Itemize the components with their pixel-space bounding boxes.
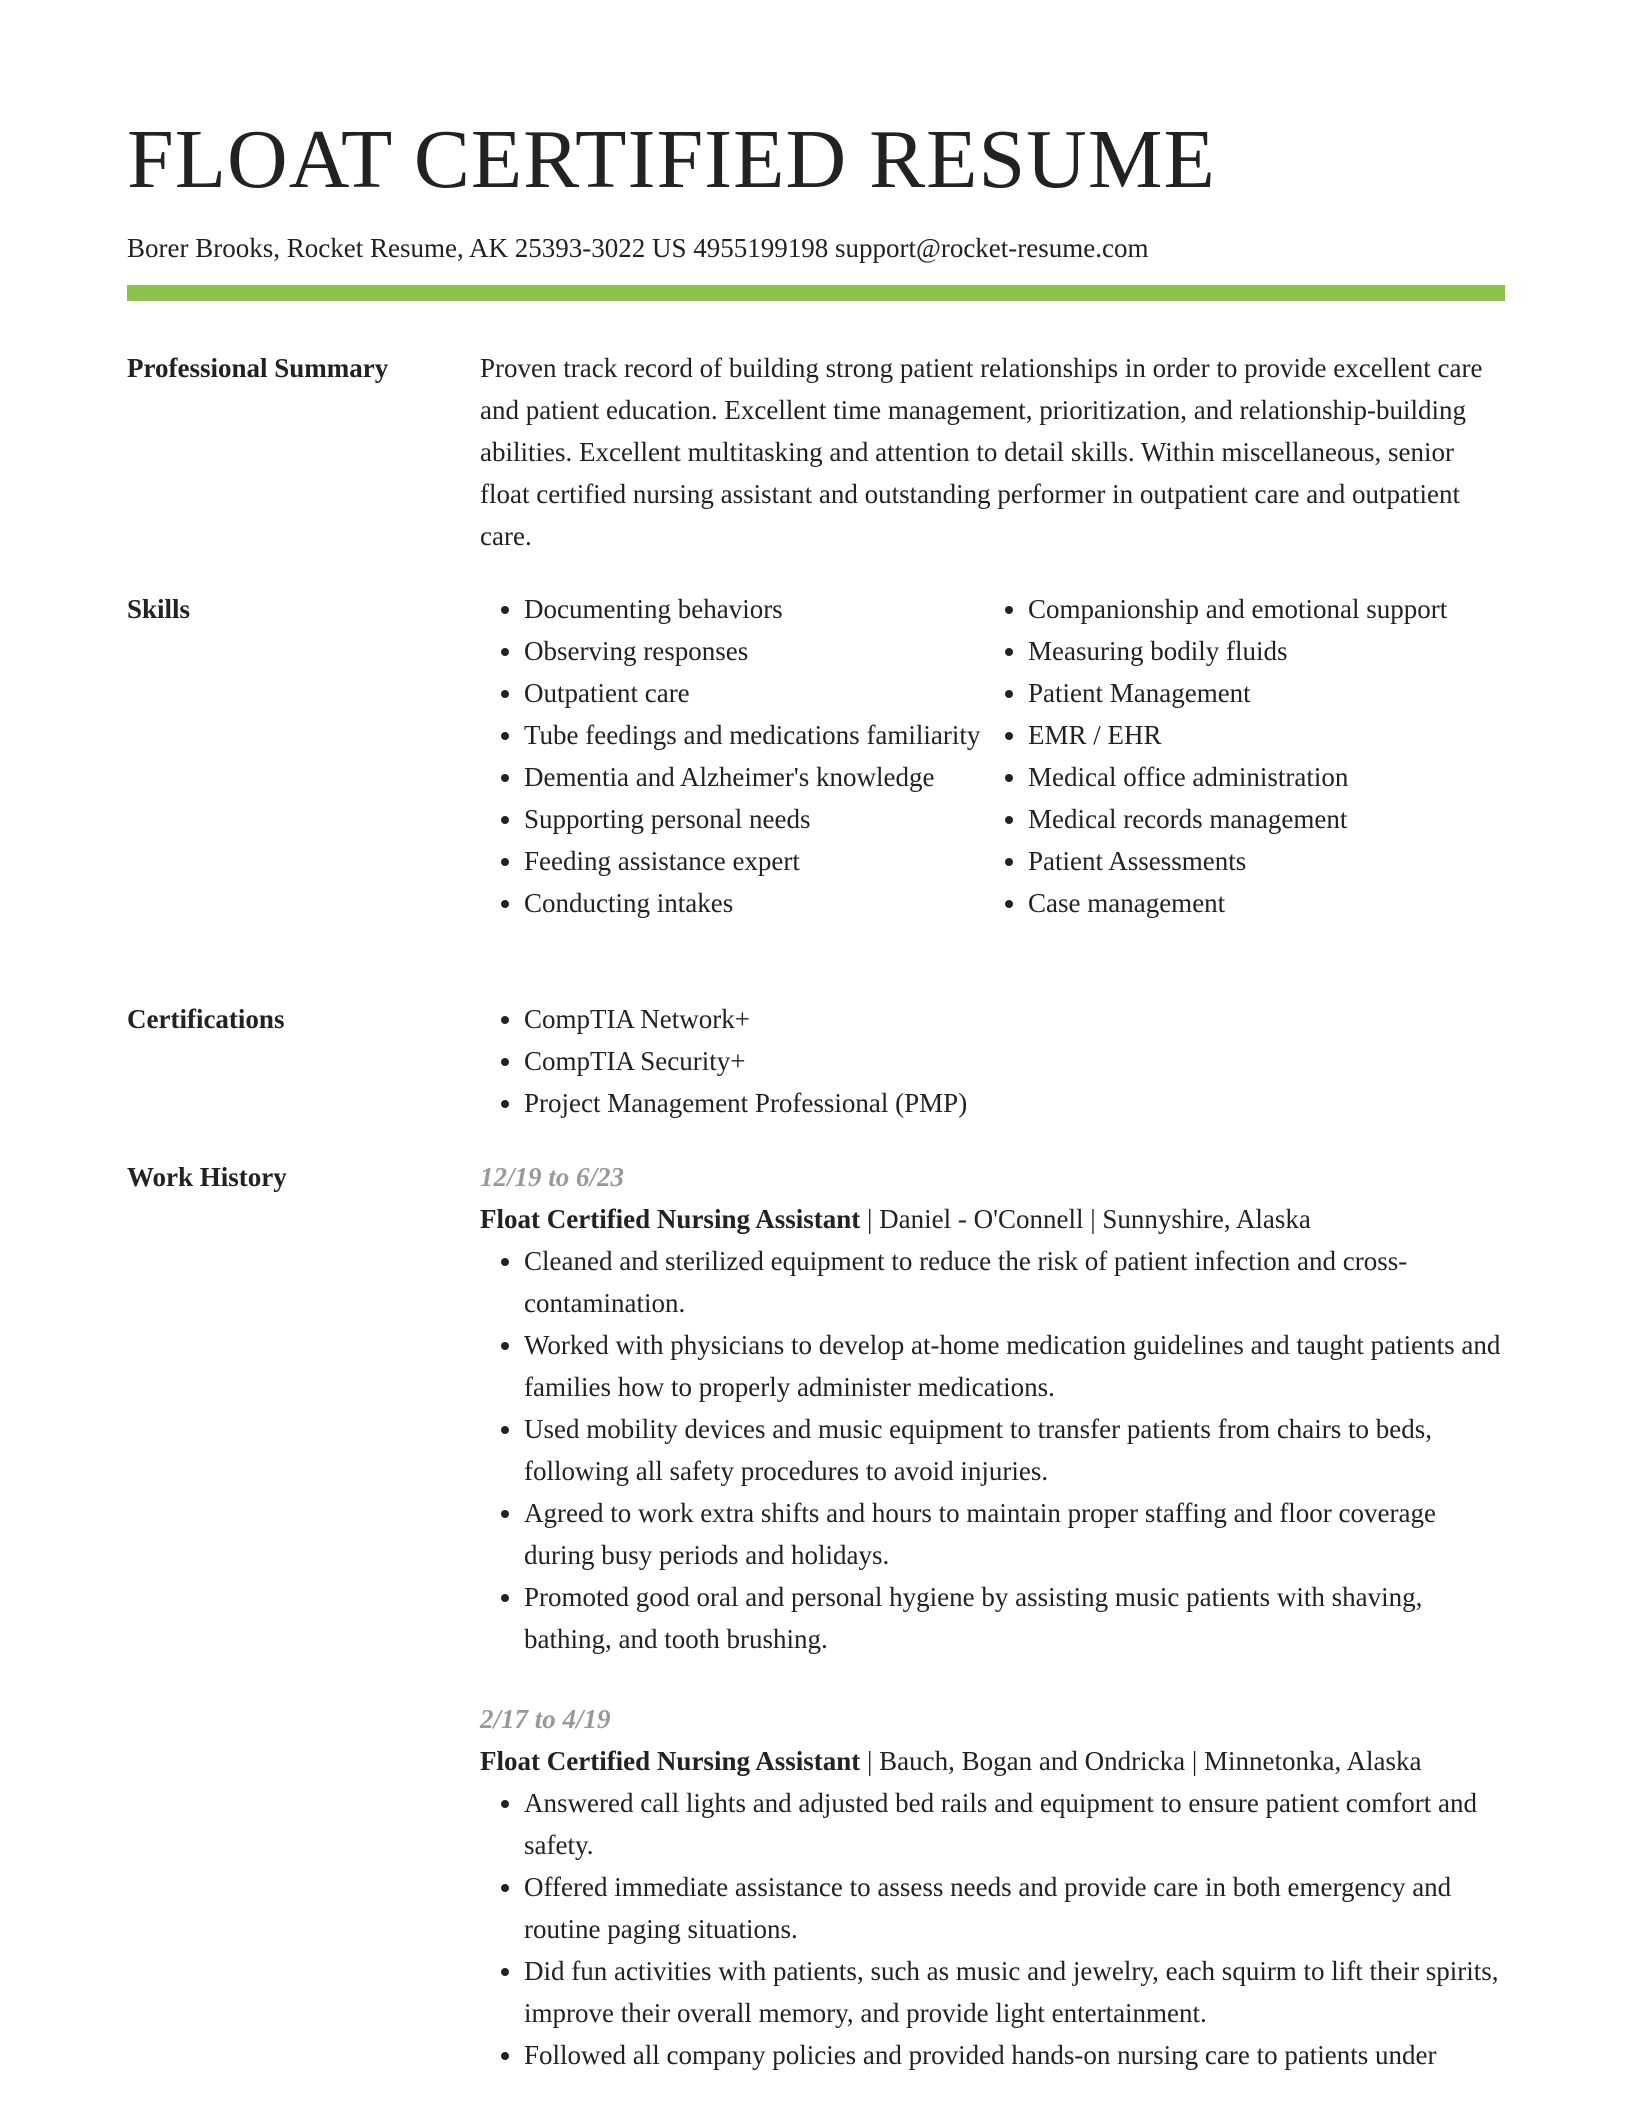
skill-item: • Feeding assistance expert (524, 840, 984, 882)
skills-column-right (984, 588, 1505, 924)
job-bullet: • Used mobility devices and music equipment to transfer patients from chairs to beds, following all safety procedures to avoid injuries. (524, 1408, 1505, 1492)
skill-item: • Tube feedings and medications familiarity (524, 714, 984, 756)
skill-item: • Supporting personal needs (524, 798, 984, 840)
skills-label: Skills (127, 594, 191, 624)
job-bullet: • Worked with physicians to develop at-home medication guidelines and taught patients and families how to properly administer medications. (524, 1324, 1505, 1408)
job-bullets (480, 1240, 1505, 1660)
job-dates: 12/19 to 6/23 (480, 1162, 625, 1192)
summary-body (480, 347, 1505, 557)
resume-title: FLOAT CERTIFIED RESUME (127, 113, 1216, 206)
certifications-list (480, 998, 1505, 1124)
job-bullet: • Answered call lights and adjusted bed rails and equipment to ensure patient comfort and safety. (524, 1782, 1505, 1866)
skill-item: • Observing responses (524, 630, 984, 672)
work-history-label: Work History (127, 1162, 287, 1192)
skills-list-right (984, 588, 1505, 924)
job-bullet: • Agreed to work extra shifts and hours to maintain proper staffing and floor coverage during busy periods and holidays. (524, 1492, 1505, 1576)
skill-item: • Patient Assessments (1028, 840, 1505, 882)
job-role: Float Certified Nursing Assistant (480, 1746, 861, 1776)
certification-item: • Project Management Professional (PMP) (524, 1082, 1505, 1124)
skill-item: • Patient Management (1028, 672, 1505, 714)
skill-item: • EMR / EHR (1028, 714, 1505, 756)
job-bullet: • Did fun activities with patients, such as music and jewelry, each squirm to lift their spirits, improve their overall memory, and provide light entertainment. (524, 1950, 1505, 2034)
job-bullet: • Offered immediate assistance to assess needs and provide care in both emergency and routine paging situations. (524, 1866, 1505, 1950)
job-role: Float Certified Nursing Assistant (480, 1204, 861, 1234)
job-bullet: • Cleaned and sterilized equipment to reduce the risk of patient infection and cross-contamination. (524, 1240, 1505, 1324)
job-entry (480, 1698, 1505, 2076)
certifications-body (480, 998, 1505, 1124)
skill-item: • Outpatient care (524, 672, 984, 714)
certification-item: • CompTIA Security+ (524, 1040, 1505, 1082)
certification-item: • CompTIA Network+ (524, 998, 1505, 1040)
job-heading (480, 1740, 1505, 1782)
skill-item: • Medical records management (1028, 798, 1505, 840)
summary-text: Proven track record of building strong patient relationships in order to provide excellent care and patient education. Excellent time management, prioritization, and relationship-building abilities. Excellent multitasking and attention to detail skills. Within miscellaneous, senior float certified nursing assistant and outstanding performer in outpatient care and outpatient care. (480, 353, 1483, 551)
work-history-body (480, 1156, 1505, 2076)
job-heading (480, 1198, 1505, 1240)
skill-item: • Companionship and emotional support (1028, 588, 1505, 630)
skills-body (480, 588, 1505, 924)
job-dates: 2/17 to 4/19 (480, 1704, 611, 1734)
certifications-label: Certifications (127, 1004, 285, 1034)
skill-item: • Medical office administration (1028, 756, 1505, 798)
skill-item: • Case management (1028, 882, 1505, 924)
job-bullet: • Followed all company policies and provided hands-on nursing care to patients under (524, 2034, 1505, 2076)
summary-label: Professional Summary (127, 353, 389, 383)
job-details: | Daniel - O'Connell | Sunnyshire, Alaska (860, 1204, 1311, 1234)
skills-column-left (480, 588, 984, 924)
job-bullets (480, 1782, 1505, 2076)
job-entry (480, 1156, 1505, 1660)
job-bullet: • Promoted good oral and personal hygiene by assisting music patients with shaving, bathing, and tooth brushing. (524, 1576, 1505, 1660)
accent-divider (127, 285, 1505, 301)
skill-item: • Measuring bodily fluids (1028, 630, 1505, 672)
skill-item: • Dementia and Alzheimer's knowledge (524, 756, 984, 798)
job-details: | Bauch, Bogan and Ondricka | Minnetonka, Alaska (860, 1746, 1422, 1776)
skill-item: • Documenting behaviors (524, 588, 984, 630)
contact-line: Borer Brooks, Rocket Resume, AK 25393-3022 US 4955199198 support@rocket-resume.com (127, 233, 1149, 263)
skill-item: • Conducting intakes (524, 882, 984, 924)
skills-list-left (480, 588, 984, 924)
